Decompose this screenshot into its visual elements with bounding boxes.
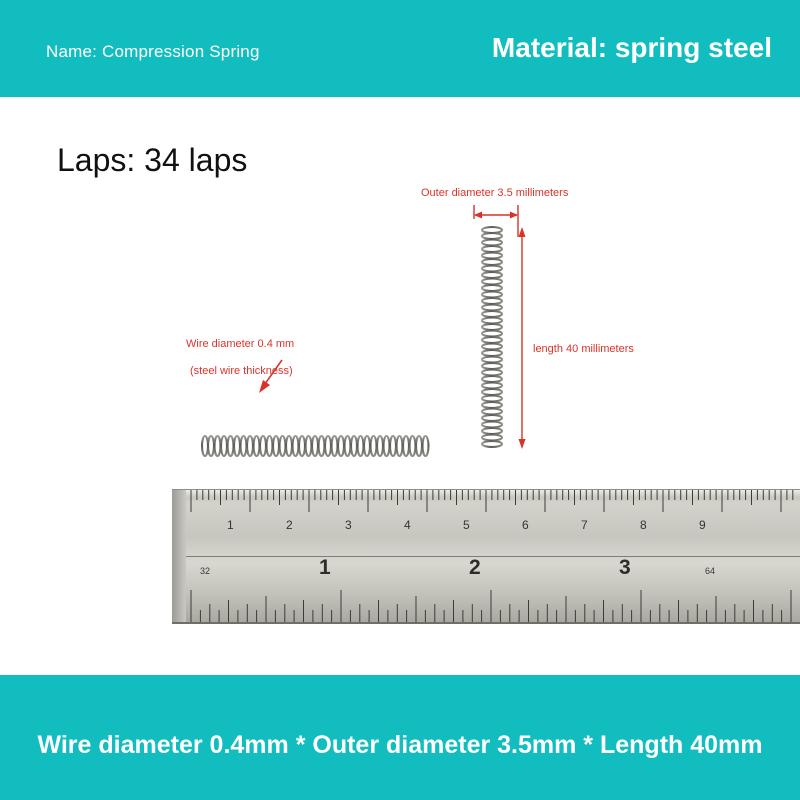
- ruler-fraction-label-64: 64: [705, 566, 716, 576]
- ruler-top-number: 7: [581, 518, 588, 532]
- specification-label: Wire diameter 0.4mm * Outer diameter 3.5mm * Length 40mm: [37, 731, 763, 759]
- ruler-bottom-number: 3: [619, 556, 631, 579]
- top-banner: [0, 0, 800, 97]
- ruler-top-number: 2: [286, 518, 293, 532]
- ruler-ticks: [172, 490, 800, 622]
- product-name-label: Name: Compression Spring: [46, 42, 260, 61]
- ruler-bottom-number: 2: [469, 556, 481, 579]
- ruler-top-number: 5: [463, 518, 470, 532]
- ruler-top-number: 6: [522, 518, 529, 532]
- steel-ruler: [172, 489, 800, 624]
- bottom-banner: [0, 675, 800, 800]
- length-annotation: length 40 millimeters: [533, 343, 634, 355]
- ruler-top-number: 3: [345, 518, 352, 532]
- wire-diameter-annotation-line1: Wire diameter 0.4 mm: [186, 338, 295, 350]
- laps-label: Laps: 34 laps: [57, 142, 248, 178]
- ruler-fraction-label-32: 32: [200, 566, 211, 576]
- ruler-top-number: 8: [640, 518, 647, 532]
- ruler-bottom-number: 1: [319, 556, 331, 579]
- wire-diameter-annotation-line2: (steel wire thickness): [190, 365, 293, 377]
- ruler-top-number: 1: [227, 518, 234, 532]
- outer-diameter-annotation: Outer diameter 3.5 millimeters: [421, 187, 569, 199]
- material-label: Material: spring steel: [491, 32, 772, 63]
- horizontal-spring-photo: [200, 431, 432, 461]
- ruler-top-number: 9: [699, 518, 706, 532]
- photo-area: [0, 97, 800, 675]
- ruler-top-number: 4: [404, 518, 411, 532]
